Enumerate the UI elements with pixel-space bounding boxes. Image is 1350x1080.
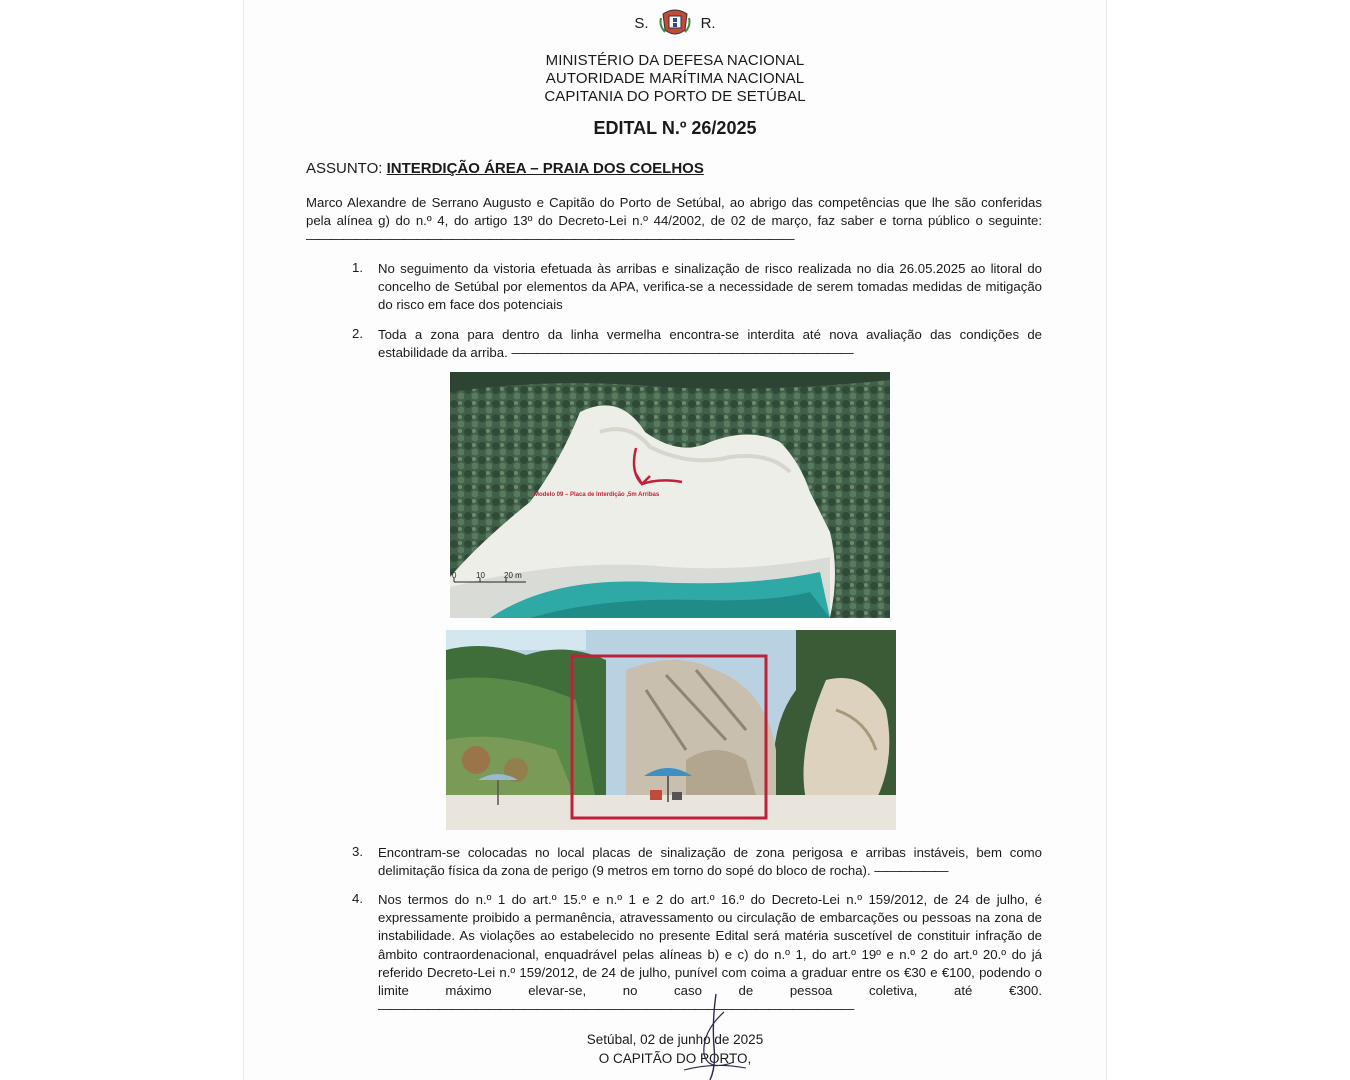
scale-label-0: 0 <box>452 571 457 580</box>
item-2-body: Toda a zona para dentro da linha vermelha encontra-se interdita até nova avaliação das condições de estabilidade da arriba. <box>378 327 1042 361</box>
item-number: 2. <box>352 326 363 341</box>
seal-letter-right: R. <box>700 14 716 32</box>
scale-label-20: 20 m <box>504 571 522 580</box>
place-and-date: Setúbal, 02 de junho de 2025 <box>586 1032 764 1047</box>
header-seal <box>244 8 1106 38</box>
intro-text: Marco Alexandre de Serrano Augusto e Capitão do Porto de Setúbal, ao abrigo das competências que lhe são conferidas pela alínea g) do n.º 4, do artigo 13º do Decreto-Lei n.º 44/2002, de 02 de março, faz saber e torna público o seguinte: <box>306 195 1042 229</box>
subject-label: ASSUNTO: <box>306 160 383 177</box>
edict-title: EDITAL N.º 26/2025 <box>593 118 757 138</box>
item-number: 4. <box>352 891 363 906</box>
item-3-body: Encontram-se colocadas no local placas de sinalização de zona perigosa e arribas instáveis, bem como delimitação física da zona de perigo (9 metros em torno do sopé do bloco de rocha). <box>378 845 1042 879</box>
document-page <box>244 0 1106 1080</box>
ministry-name: MINISTÉRIO DA DEFESA NACIONAL <box>545 52 805 69</box>
item-1-text: No seguimento da vistoria efetuada às arribas e sinalização de risco realizada no dia 26.05.2025 ao litoral do concelho de Setúbal por elementos da APA, verifica-se a necessidade de serem tomadas medidas de mitigação do risco em face dos potenciais <box>378 261 1042 313</box>
subject-line <box>306 160 704 177</box>
fill-dashes: ———————————————————————————— <box>511 345 853 361</box>
item-2-text <box>378 326 1042 362</box>
harbour-office-name: CAPITANIA DO PORTO DE SETÚBAL <box>544 88 806 105</box>
item-3-text <box>378 844 1042 880</box>
intro-paragraph <box>306 194 1042 249</box>
fill-dashes: ——————————————————————————————————————— <box>378 1001 854 1017</box>
fill-dashes: —————— <box>874 863 948 879</box>
item-4-body: Nos termos do n.º 1 do art.º 15.º e n.º 1 e 2 do art.º 16.º do Decreto-Lei n.º 159/2012, de 24 de julho, é expressamente proibido a permanência, atravessamento ou circulação de embarcações ou pessoas na zona de instabilidade. As violações ao estabelecido no presente Edital será matéria suscetível de constituir infração de âmbito contraordenacional, enquadrável pelas alíneas b) e c) do n.º 1, do art.º 19º e n.º 2 do art.º 20.º do já referido Decreto-Lei n.º 159/2012, de 24 de julho, punível com coima a graduar entre os €30 e €100, podendo o limite máximo elevar-se, no caso de pessoa coletiva, até €300. <box>378 892 1042 999</box>
scale-label-10: 10 <box>476 571 485 580</box>
coat-of-arms-icon <box>659 8 691 38</box>
item-number: 3. <box>352 844 363 859</box>
handwritten-signature <box>654 992 774 1080</box>
authority-name: AUTORIDADE MARÍTIMA NACIONAL <box>545 70 805 87</box>
map-annotation: Modelo 09 – Placa de Interdição ,5m Arribas <box>534 492 660 498</box>
aerial-map-image <box>450 372 890 618</box>
beach-photo-image <box>446 630 896 830</box>
item-number: 1. <box>352 260 363 275</box>
signatory-title: O CAPITÃO DO PORTO, <box>598 1051 752 1066</box>
fill-dashes: ———————————————————————————————————————— <box>306 231 794 247</box>
seal-letter-left: S. <box>634 14 649 32</box>
subject-value: INTERDIÇÃO ÁREA – PRAIA DOS COELHOS <box>386 160 704 177</box>
